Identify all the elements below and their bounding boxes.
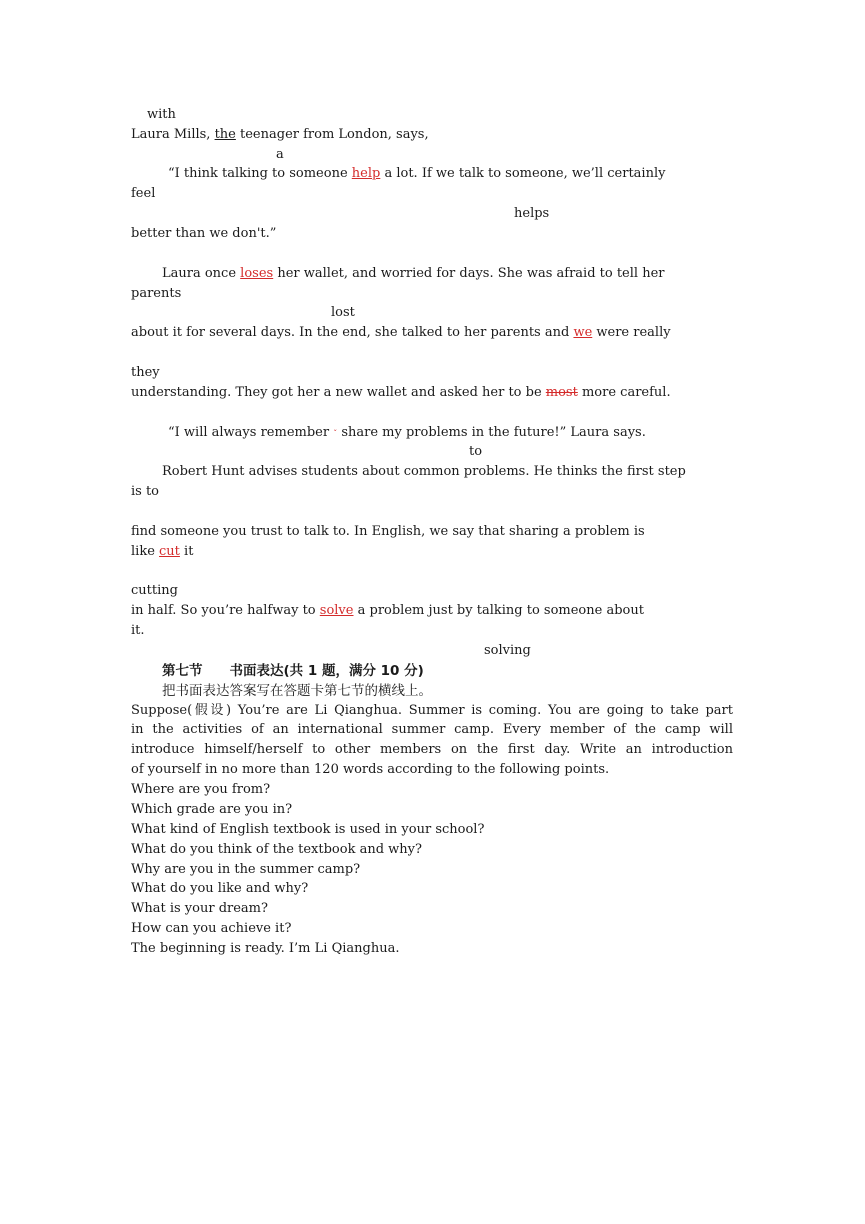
struck-word: most — [545, 385, 578, 400]
text-line — [168, 423, 646, 444]
prompt-line: introduce himself/herself to other members on the first day. Write an introduction — [131, 742, 733, 757]
text-segment: understanding. They got her a new wallet and asked her to be — [131, 385, 546, 400]
correction-lost: lost — [331, 305, 355, 320]
text-line — [131, 601, 644, 621]
question-line: What is your dream? — [131, 901, 268, 916]
text-line: find someone you trust to talk to. In English, we say that sharing a problem is — [131, 524, 645, 539]
correction-helps: helps — [514, 206, 550, 221]
question-line: How can you achieve it? — [131, 921, 292, 936]
text-segment: were really — [592, 325, 671, 340]
question-line: What do you think of the textbook and why? — [131, 842, 422, 857]
correction-cutting: cutting — [131, 583, 178, 598]
text-line — [131, 383, 671, 403]
text-line: it. — [131, 623, 145, 638]
prompt-line: of yourself in no more than 120 words according to the following points. — [131, 762, 610, 777]
question-line: What kind of English textbook is used in your school? — [131, 822, 485, 837]
text-segment: teenager from London, says, — [235, 127, 429, 142]
text-segment: Laura once — [162, 266, 241, 281]
text-line — [131, 125, 429, 145]
text-segment: a problem just by talking to someone about — [353, 603, 644, 618]
correction-solving: solving — [484, 643, 531, 658]
correction-with: with — [147, 107, 176, 122]
text-segment: Laura Mills, — [131, 127, 215, 142]
text-segment: “I think talking to someone — [168, 166, 352, 181]
question-line: What do you like and why? — [131, 881, 309, 896]
underlined-word: the — [214, 127, 236, 142]
correction-a: a — [276, 147, 284, 162]
error-word: help — [351, 166, 381, 181]
text-segment: her wallet, and worried for days. She was afraid to tell her — [273, 266, 665, 281]
beginning-line: The beginning is ready. I’m Li Qianghua. — [131, 941, 400, 956]
question-line: Which grade are you in? — [131, 802, 293, 817]
error-word: loses — [240, 266, 274, 281]
text-line: feel — [131, 186, 156, 201]
error-word: solve — [319, 603, 354, 618]
text-segment: “I will always remember — [168, 425, 334, 440]
text-segment: about it for several days. In the end, she talked to her parents and — [131, 325, 574, 340]
insert-mark: ˇ — [333, 429, 338, 438]
text-segment: a lot. If we talk to someone, we’ll certainly — [380, 166, 666, 181]
text-line: better than we don't.” — [131, 226, 277, 241]
correction-they: they — [131, 365, 160, 380]
error-word: cut — [159, 544, 180, 559]
text-line — [131, 323, 671, 343]
section-title: 第七节 书面表达(共 1 题，满分 10 分) — [162, 663, 424, 679]
text-segment: it — [179, 544, 194, 559]
text-line — [168, 164, 665, 184]
question-line: Why are you in the summer camp? — [131, 862, 361, 877]
text-segment: in half. So you’re halfway to — [131, 603, 320, 618]
prompt-line: Suppose(假设) You’re are Li Qianghua. Summer is coming. You are going to take part — [131, 703, 733, 718]
text-line: parents — [131, 286, 182, 301]
text-segment: like — [131, 544, 160, 559]
prompt-line: in the activities of an international summer camp. Every member of the camp will — [131, 722, 733, 737]
text-segment: more careful. — [577, 385, 671, 400]
question-line: Where are you from? — [131, 782, 271, 797]
correction-to: to — [469, 444, 483, 459]
text-segment: share my problems in the future!” Laura says. — [337, 425, 646, 440]
error-word: we — [573, 325, 593, 340]
text-line: is to — [131, 484, 160, 499]
text-line — [131, 542, 193, 562]
text-line — [162, 264, 664, 284]
text-line: Robert Hunt advises students about common problems. He thinks the first step — [162, 464, 686, 479]
section-instruction: 把书面表达答案写在答题卡第七节的横线上。 — [162, 683, 432, 699]
